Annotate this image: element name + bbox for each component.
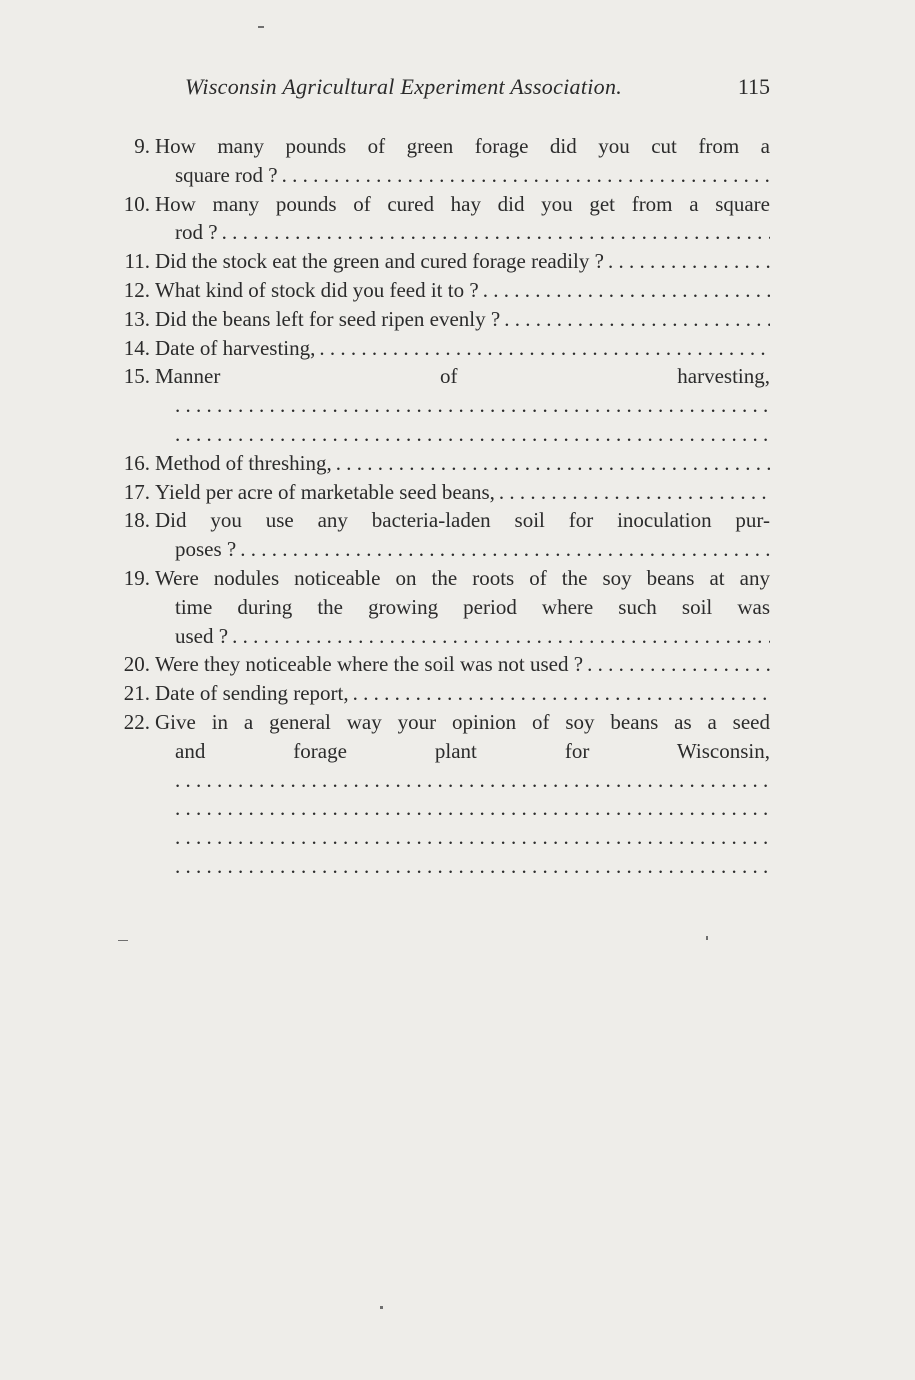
question-number: 20. [123, 652, 150, 677]
question-text: used ? [175, 623, 229, 648]
dot-leader [175, 766, 770, 795]
question-text: rod ? [175, 220, 218, 245]
running-title: Wisconsin Agricultural Experiment Association. [185, 74, 623, 99]
answer-blank-line [175, 391, 770, 420]
question-text-line [155, 650, 770, 679]
question-text: Date of harvesting, [155, 335, 316, 360]
question-number: 12. [123, 278, 150, 302]
question-text-line [155, 449, 770, 478]
question-number: 22. [123, 710, 150, 734]
dot-leader [499, 478, 770, 507]
question-text-line: Manner of harvesting, [155, 364, 770, 389]
question-text: poses ? [175, 537, 237, 562]
question-text: Method of threshing, [155, 450, 332, 475]
dot-leader [240, 535, 770, 564]
question-text-line [155, 276, 770, 305]
dot-leader [353, 679, 770, 708]
question-text-line: time during the growing period where such soil was [175, 594, 770, 619]
question-text-line [175, 535, 770, 564]
scan-speck [380, 1306, 383, 1309]
question-text-line [155, 305, 770, 334]
scan-speck [706, 936, 708, 940]
answer-blank-line [175, 420, 770, 449]
scan-speck [258, 26, 264, 28]
scan-speck [118, 940, 128, 941]
answer-blank-line [175, 766, 770, 795]
dot-leader [175, 823, 770, 852]
question-text-line [155, 247, 770, 276]
question-number: 9. [134, 134, 150, 158]
question-number: 14. [123, 335, 150, 360]
question-text-line: Did you use any bacteria-laden soil for inoculation pur- [155, 508, 770, 533]
question-number: 16. [123, 450, 150, 475]
question-number: 11. [124, 249, 150, 274]
question-text-line [155, 478, 770, 507]
question-text: Did the stock eat the green and cured forage readily ? [155, 249, 604, 274]
question-number: 13. [123, 306, 150, 331]
answer-blank-line [175, 852, 770, 881]
question-text-line: How many pounds of cured hay did you get from a square [155, 191, 770, 216]
dot-leader [608, 247, 770, 276]
answer-blank-line [175, 823, 770, 852]
dot-leader [175, 852, 770, 881]
question-text: Did the beans left for seed ripen evenly ? [155, 306, 501, 331]
question-text-line: and forage plant for Wisconsin, [175, 738, 770, 763]
question-text-line [175, 218, 770, 247]
dot-leader [282, 161, 770, 190]
running-header [185, 74, 770, 104]
question-number: 21. [123, 681, 150, 706]
dot-leader [587, 650, 770, 679]
dot-leader [222, 218, 770, 247]
question-text-line [175, 622, 770, 651]
dot-leader [483, 276, 770, 305]
question-number: 10. [123, 191, 150, 216]
question-text: square rod ? [175, 162, 278, 187]
dot-leader [319, 334, 770, 363]
dot-leader [175, 391, 770, 420]
question-text: Date of sending report, [155, 681, 349, 706]
question-number: 18. [123, 508, 150, 533]
dot-leader [175, 420, 770, 449]
question-text: What kind of stock did you feed it to ? [155, 278, 479, 302]
page-number: 115 [737, 74, 770, 99]
question-number: 17. [123, 479, 150, 504]
question-text-line [155, 334, 770, 363]
question-text-line: Were nodules noticeable on the roots of the soy beans at any [155, 566, 770, 590]
question-number: 19. [123, 566, 150, 590]
answer-blank-line [175, 794, 770, 823]
dot-leader [504, 305, 770, 334]
question-text-line: How many pounds of green forage did you cut from a [155, 134, 770, 158]
question-number: 15. [123, 364, 150, 389]
question-text: Were they noticeable where the soil was not used ? [155, 652, 584, 677]
question-text: Yield per acre of marketable seed beans, [155, 479, 495, 504]
dot-leader [336, 449, 770, 478]
question-text-line [155, 679, 770, 708]
question-text-line [175, 161, 770, 190]
question-text-line: Give in a general way your opinion of soy beans as a seed [155, 710, 770, 734]
dot-leader [175, 794, 770, 823]
dot-leader [232, 622, 770, 651]
